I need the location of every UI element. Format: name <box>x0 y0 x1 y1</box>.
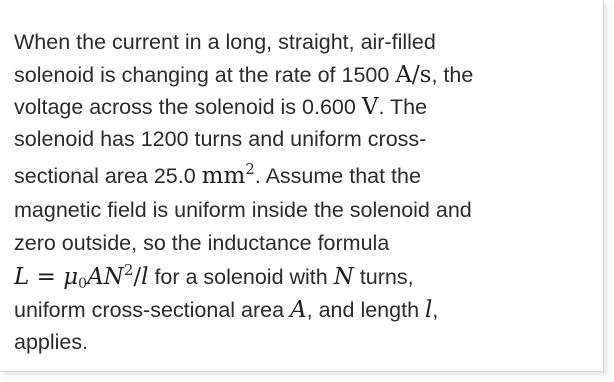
var-AN: AN <box>87 264 124 290</box>
var-mu: μ <box>63 264 79 290</box>
text-segment: , the <box>431 63 474 87</box>
problem-line-2 <box>14 62 473 88</box>
text-segment: magnetic field is uniform inside the solenoid and <box>14 198 472 222</box>
text-segment: applies. <box>14 330 89 354</box>
exponent: 2 <box>123 261 134 279</box>
subscript-zero: 0 <box>78 276 88 292</box>
text-segment: voltage across the solenoid is 0.600 <box>14 95 362 119</box>
exponent: 2 <box>245 160 255 178</box>
text-segment: solenoid has 1200 turns and uniform cross- <box>14 127 427 151</box>
problem-line-10 <box>14 330 88 355</box>
text-segment: uniform cross-sectional area <box>14 298 291 322</box>
var-l: l <box>425 297 433 323</box>
problem-line-4 <box>14 127 426 152</box>
problem-line-5 <box>14 160 421 189</box>
text-segment: zero outside, so the inductance formula <box>14 231 390 255</box>
problem-line-9 <box>14 297 438 323</box>
text-segment: . The <box>378 95 428 119</box>
var-L: L <box>14 264 30 290</box>
problem-line-6 <box>14 198 472 223</box>
var-N: N <box>333 264 354 290</box>
text-segment: . Assume that the <box>254 164 421 188</box>
text-segment: turns, <box>353 265 414 289</box>
problem-line-7 <box>14 231 389 256</box>
unit-amperes-per-second: A/s <box>395 62 432 88</box>
text-segment: sectional area 25.0 <box>14 164 202 188</box>
problem-line-3 <box>14 94 427 120</box>
text-segment: solenoid is changing at the rate of 1500 <box>14 63 396 87</box>
text-segment: When the current in a long, straight, air-filled <box>14 30 436 54</box>
unit-volts: V <box>361 94 379 120</box>
text-segment: , <box>432 298 439 322</box>
equals-sign: = <box>29 264 64 290</box>
unit-square-millimeters: mm <box>201 163 246 189</box>
text-segment: for a solenoid with <box>148 265 334 289</box>
text-segment: , and length <box>306 298 426 322</box>
var-l: l <box>141 264 149 290</box>
slash: / <box>133 264 142 290</box>
problem-line-8-inductance-formula <box>14 261 414 292</box>
problem-line-1 <box>14 30 436 55</box>
var-A: A <box>290 297 307 323</box>
